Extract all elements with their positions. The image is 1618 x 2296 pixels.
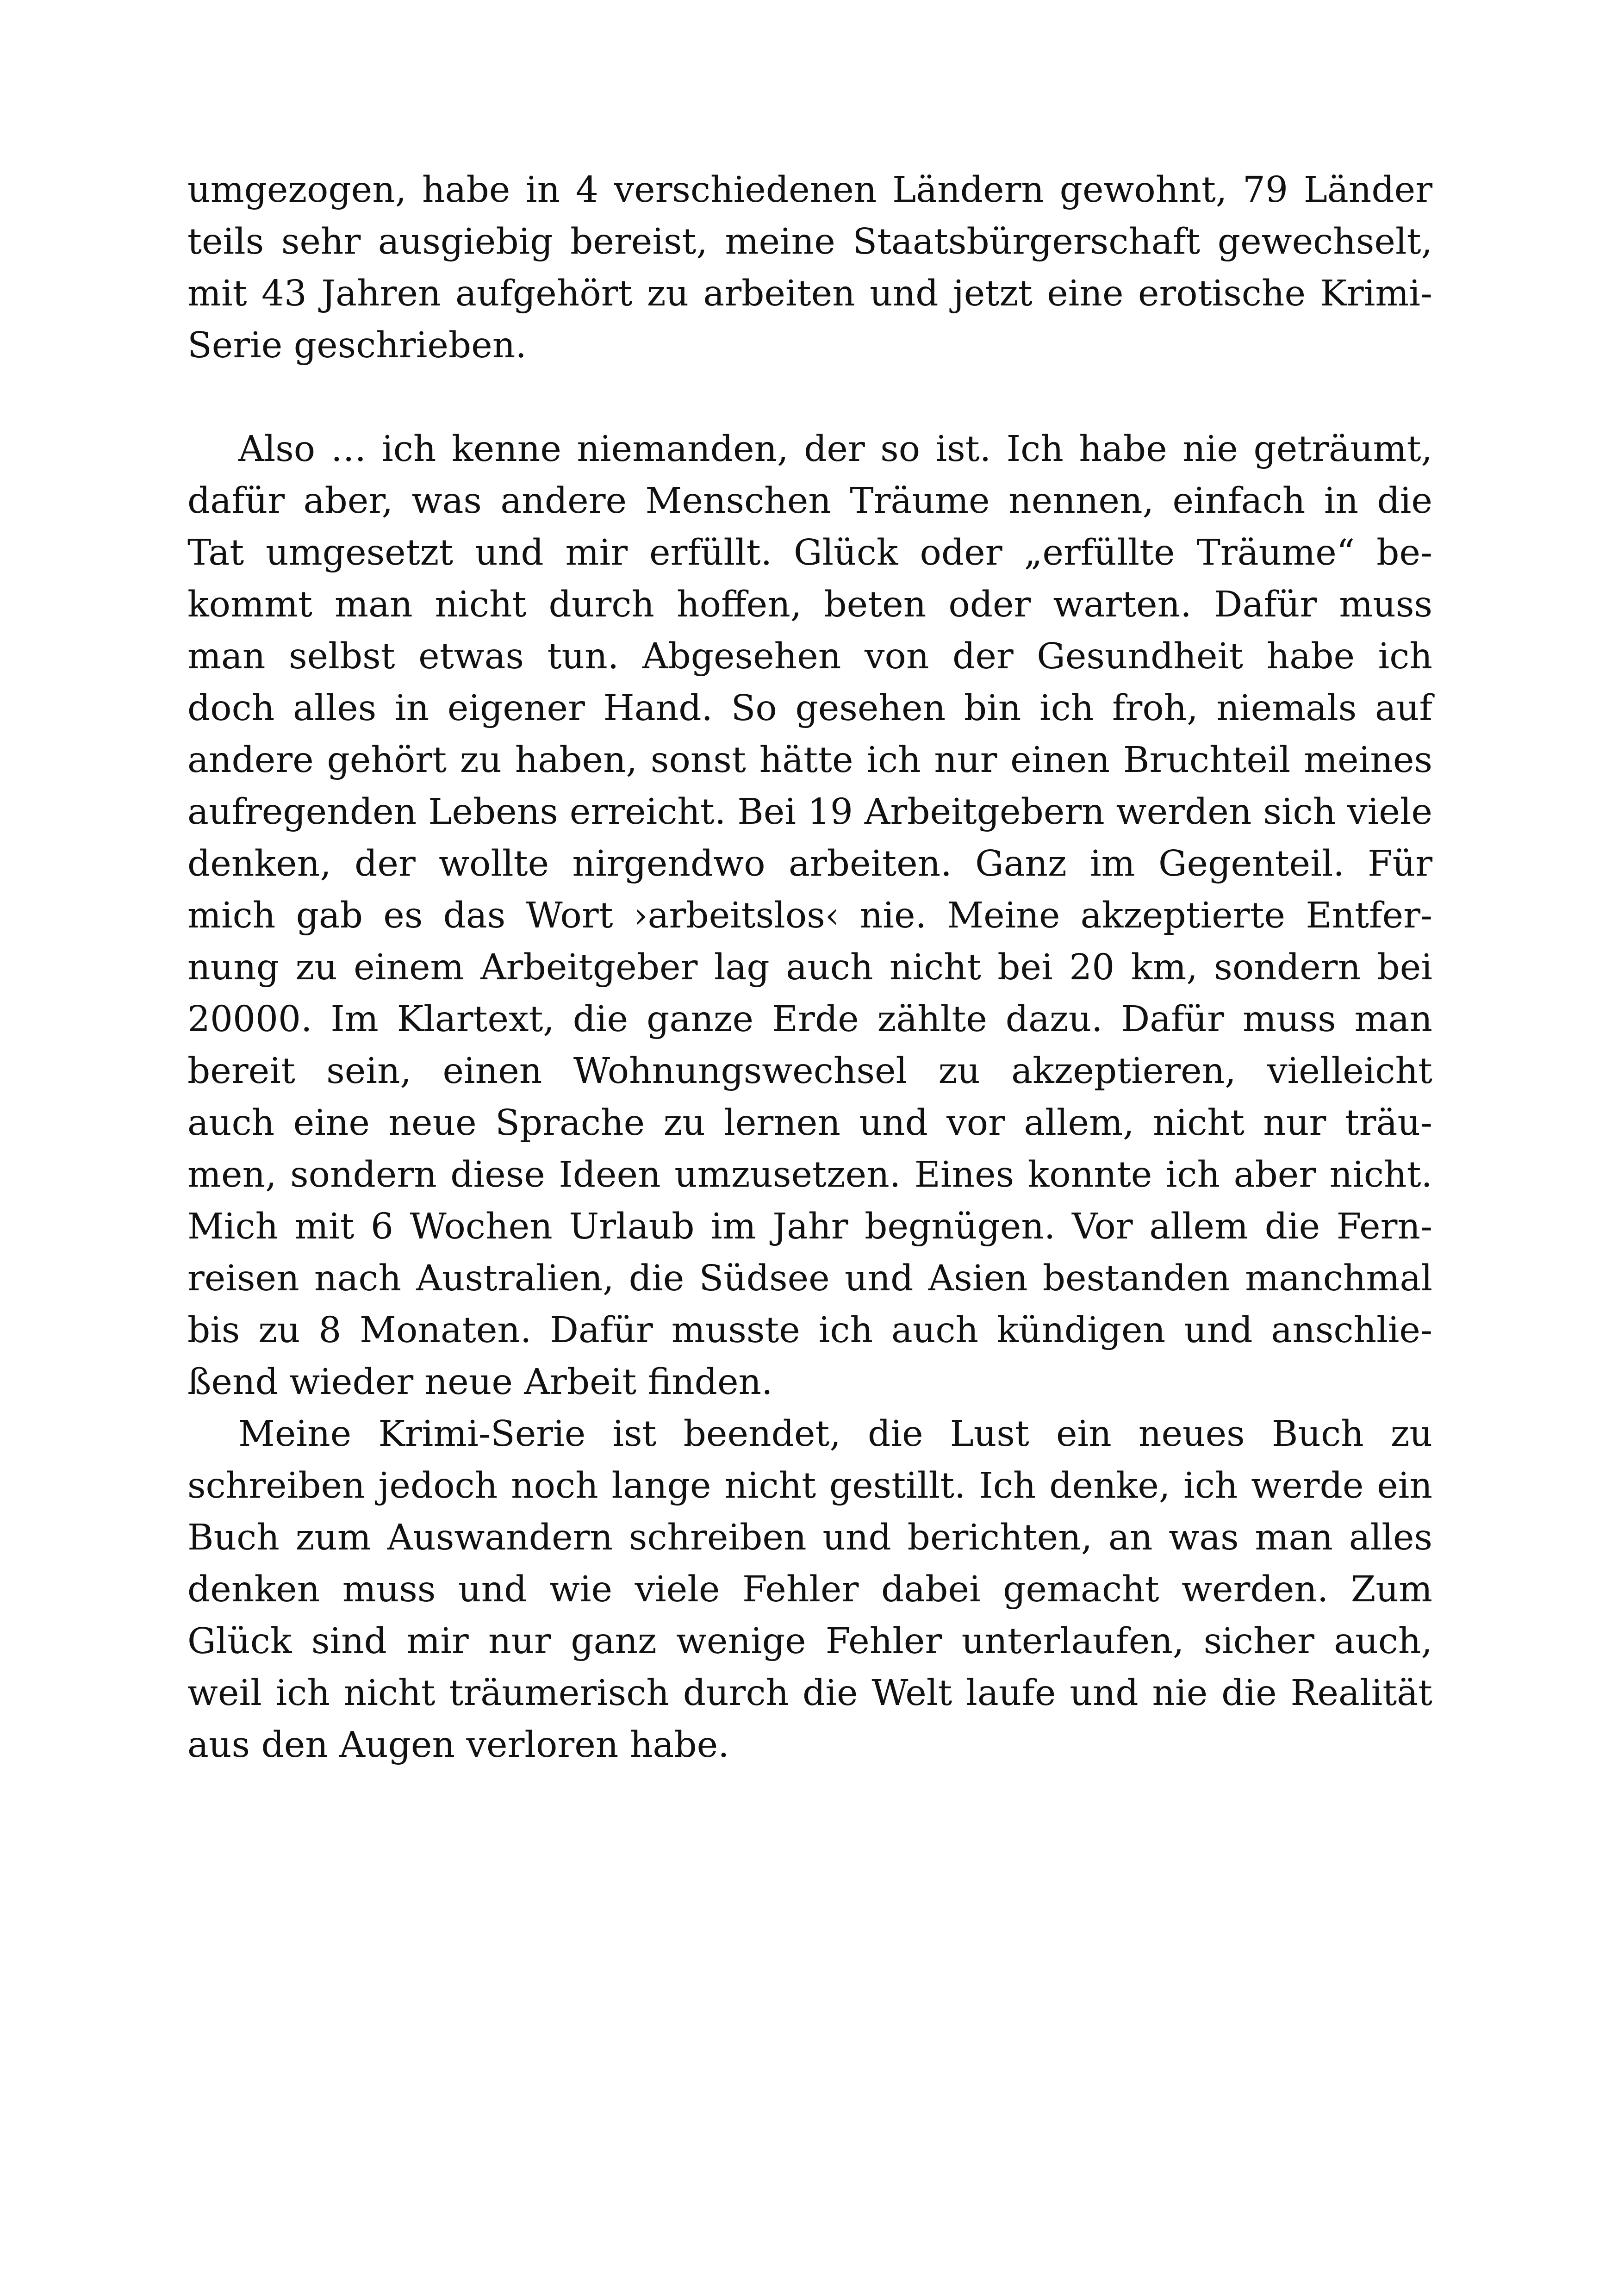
text-line: bis zu 8 Monaten. Dafür musste ich auch kündigen und anschlie- <box>187 1310 1432 1351</box>
text-line: man selbst etwas tun. Abgesehen von der Gesundheit habe ich <box>187 636 1432 677</box>
text-line: ßend wieder neue Arbeit finden. <box>187 1362 773 1403</box>
text-line: nung zu einem Arbeitgeber lag auch nicht bei 20 km, sondern bei <box>187 947 1432 988</box>
text-line: bereit sein, einen Wohnungswechsel zu akzeptieren, vielleicht <box>187 1051 1432 1092</box>
text-line: Also … ich kenne niemanden, der so ist. Ich habe nie geträumt, <box>238 429 1432 470</box>
text-line: Glück sind mir nur ganz wenige Fehler unterlaufen, sicher auch, <box>187 1621 1432 1662</box>
paragraph-1 <box>187 164 1432 372</box>
text-line: weil ich nicht träumerisch durch die Welt laufe und nie die Realität <box>187 1673 1432 1714</box>
text-line: umgezogen, habe in 4 verschiedenen Ländern gewohnt, 79 Länder <box>187 169 1432 211</box>
text-line: mich gab es das Wort ›arbeitslos‹ nie. Meine akzeptierte Entfer- <box>187 895 1432 936</box>
text-line: Tat umgesetzt und mir erfüllt. Glück oder „erfüllte Träume“ be- <box>187 532 1432 573</box>
text-line: aus den Augen verloren habe. <box>187 1724 729 1766</box>
text-line: teils sehr ausgiebig bereist, meine Staatsbürgerschaft gewechselt, <box>187 221 1432 262</box>
paragraph-3 <box>187 1408 1432 1771</box>
text-line: men, sondern diese Ideen umzusetzen. Eines konnte ich aber nicht. <box>187 1154 1432 1195</box>
text-line: auch eine neue Sprache zu lernen und vor allem, nicht nur träu- <box>187 1102 1432 1144</box>
text-line: reisen nach Australien, die Südsee und Asien bestanden manchmal <box>187 1258 1432 1299</box>
text-line: aufregenden Lebens erreicht. Bei 19 Arbeitgebern werden sich viele <box>187 791 1432 833</box>
body-text <box>187 164 1432 1771</box>
text-line: Serie geschrieben. <box>187 325 527 366</box>
text-line: andere gehört zu haben, sonst hätte ich nur einen Bruchteil meines <box>187 740 1432 781</box>
text-line: denken, der wollte nirgendwo arbeiten. Ganz im Gegenteil. Für <box>187 843 1432 884</box>
text-line: denken muss und wie viele Fehler dabei gemacht werden. Zum <box>187 1569 1432 1610</box>
text-line: dafür aber, was andere Menschen Träume nennen, einfach in die <box>187 480 1432 522</box>
text-line: Mich mit 6 Wochen Urlaub im Jahr begnügen. Vor allem die Fern- <box>187 1206 1432 1247</box>
paragraph-2 <box>187 423 1432 1408</box>
text-line: schreiben jedoch noch lange nicht gestillt. Ich denke, ich werde ein <box>187 1465 1432 1506</box>
text-line: doch alles in eigener Hand. So gesehen bin ich froh, niemals auf <box>187 688 1432 729</box>
text-line: kommt man nicht durch hoffen, beten oder warten. Dafür muss <box>187 584 1432 625</box>
text-line: Meine Krimi-Serie ist beendet, die Lust ein neues Buch zu <box>238 1413 1432 1455</box>
text-line: Buch zum Auswandern schreiben und berichten, an was man alles <box>187 1517 1432 1558</box>
text-line: mit 43 Jahren aufgehört zu arbeiten und jetzt eine erotische Krimi- <box>187 273 1432 314</box>
paragraph-spacer <box>187 372 1432 423</box>
text-line: 20000. Im Klartext, die ganze Erde zählte dazu. Dafür muss man <box>187 999 1432 1040</box>
